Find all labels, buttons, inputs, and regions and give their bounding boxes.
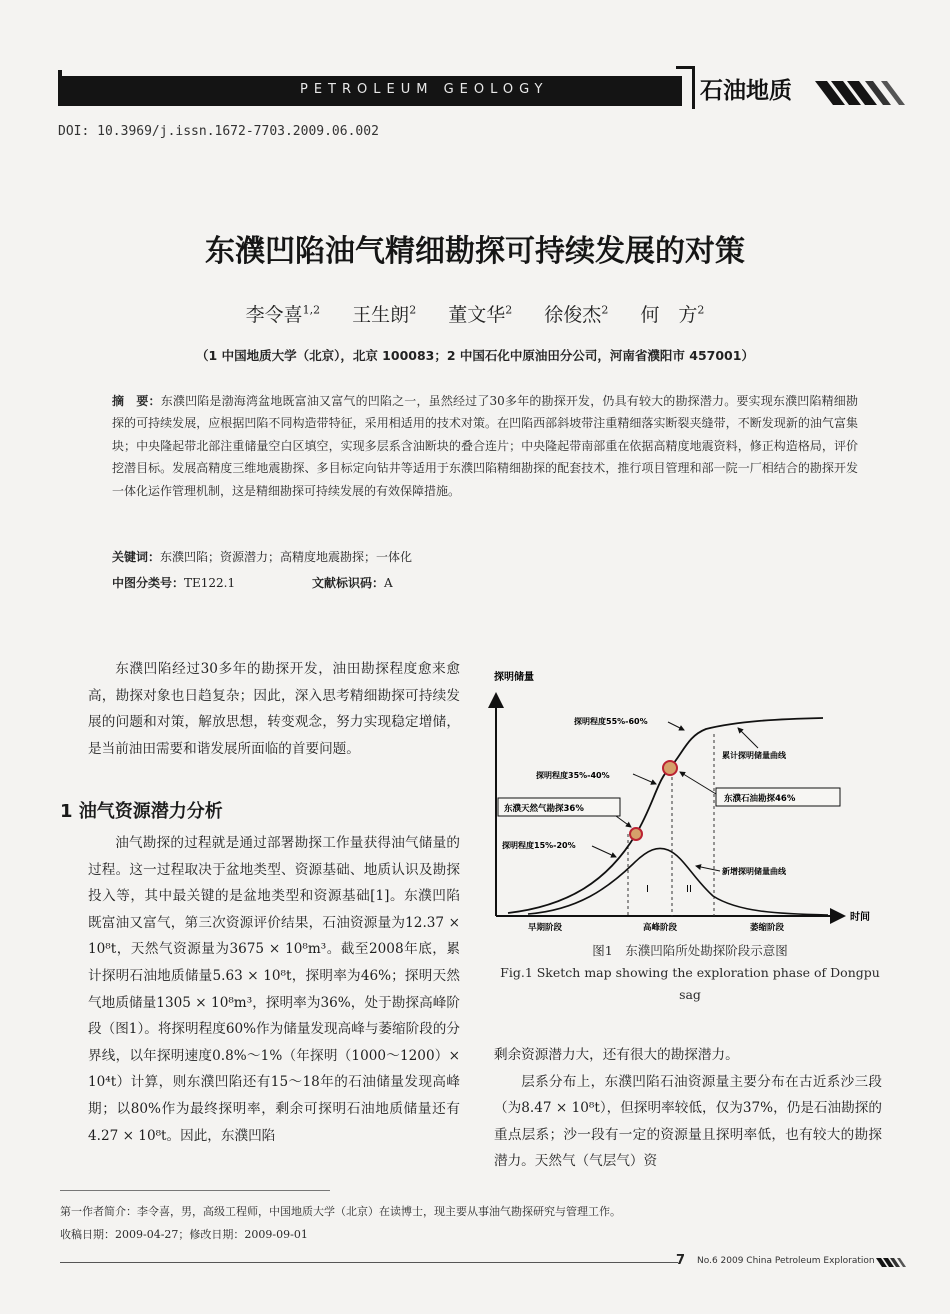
received-dates: 收稿日期：2009-04-27；修改日期：2009-09-01 <box>60 1228 308 1241</box>
cumulative-label: 累计探明储量曲线 <box>722 751 786 760</box>
abstract <box>112 390 858 502</box>
author: 何 方$^2$ <box>640 303 705 326</box>
section-heading: 1 油气资源潜力分析 <box>60 801 223 822</box>
document-code <box>312 574 393 591</box>
footer-rule <box>60 1262 678 1263</box>
doi: DOI: 10.3969/j.issn.1672-7703.2009.06.002 <box>58 124 379 139</box>
annotation-arrow <box>616 816 631 827</box>
affiliation: （1 中国地质大学（北京），北京 100083；2 中国石化中原油田分公司，河南省濮阳市 457001） <box>196 348 754 363</box>
footnote-rule <box>60 1190 330 1191</box>
zone-label: II <box>686 884 692 895</box>
x-axis-label: 时间 <box>850 912 870 923</box>
annotation-arrow <box>592 846 616 857</box>
author: 徐俊杰$^2$ <box>544 303 609 326</box>
keywords <box>112 548 412 565</box>
journal-name-cn: 石油地质 <box>700 78 792 104</box>
intro-text: 东濮凹陷经过30多年的勘探开发，油田勘探程度愈来愈高，勘探对象也日趋复杂；因此，深入思考精细勘探可持续发展的问题和对策，解放思想，转变观念，努力实现稳定增储，是当前油田需要和谐发展所面临的首要问题。 <box>88 661 460 757</box>
keywords-label: 关键词： <box>112 550 161 564</box>
journal-name-en: PETROLEUM GEOLOGY <box>300 82 549 97</box>
annotation-arrow <box>680 772 716 794</box>
zone-label: I <box>646 884 649 895</box>
intro-paragraph <box>88 656 460 762</box>
body-column-right <box>494 1042 882 1175</box>
y-axis-label: 探明储量 <box>494 672 534 683</box>
body-paragraph: 层系分布上，东濮凹陷石油资源量主要分布在古近系沙三段（为8.47 × 10⁸t），但探明率较低，仅为37%，仍是石油勘探的重点层系；沙一段有一定的资源量且探明率低，也有较大的勘探潜力。天然气（气层气）资 <box>494 1073 882 1170</box>
footer-stripes-icon <box>876 1256 916 1268</box>
exploration-phase-figure <box>488 666 888 936</box>
clc-label: 中图分类号： <box>112 576 185 590</box>
annotation-arrow <box>668 722 684 730</box>
author: 王生朗$^2$ <box>352 303 417 326</box>
abstract-label: 摘 要： <box>112 394 161 408</box>
author-note: 第一作者简介：李令喜，男，高级工程师，中国地质大学（北京）在读博士，现主要从事油气勘探研究与管理工作。 <box>60 1205 621 1218</box>
annotation-arrow <box>696 866 720 871</box>
new-reserves-curve <box>528 848 828 915</box>
marker-gas <box>630 828 642 840</box>
footnotes <box>60 1200 860 1246</box>
author: 李令喜$^{1,2}$ <box>245 303 321 326</box>
annotation-60: 探明程度55%-60% <box>574 717 648 726</box>
header-stripes-icon <box>815 73 915 107</box>
stage-label: 萎缩阶段 <box>750 923 785 933</box>
oil-label: 东濮石油勘探46% <box>724 794 796 804</box>
annotation-arrow <box>738 728 758 748</box>
annotation-15: 探明程度15%-20% <box>502 841 576 850</box>
annotation-35: 探明程度35%-40% <box>536 771 610 780</box>
body-paragraph: 剩余资源潜力大，还有很大的勘探潜力。 <box>494 1047 739 1063</box>
annotation-arrow <box>633 774 656 784</box>
clc-value: TE122.1 <box>184 576 236 590</box>
stage-label: 早期阶段 <box>528 923 563 933</box>
figure-caption <box>490 940 890 1006</box>
doccode-label: 文献标识码： <box>312 576 385 590</box>
caption-en: Fig.1 Sketch map showing the exploration phase of Dongpu sag <box>500 965 880 1002</box>
issue-info: No.6 2009 China Petroleum Exploration <box>697 1256 875 1266</box>
clc-number <box>112 574 235 591</box>
article-title: 东濮凹陷油气精细勘探可持续发展的对策 <box>205 234 745 269</box>
author: 董文华$^2$ <box>448 303 513 326</box>
doccode-value: A <box>384 576 393 590</box>
stage-label: 高峰阶段 <box>643 923 678 933</box>
body-column-left <box>88 830 460 1149</box>
keywords-text: 东濮凹陷；资源潜力；高精度地震勘探；一体化 <box>160 550 413 564</box>
caption-cn: 图1 东濮凹陷所处勘探阶段示意图 <box>592 943 788 958</box>
page-number: 7 <box>676 1253 686 1268</box>
marker-oil <box>663 761 677 775</box>
gas-label: 东濮天然气勘探36% <box>504 804 584 814</box>
abstract-text: 东濮凹陷是渤海湾盆地既富油又富气的凹陷之一，虽然经过了30多年的勘探开发，仍具有较大的勘探潜力。要实现东濮凹陷精细勘探的可持续发展，应根据凹陷不同构造带特征，采用相适用的技术对策。在凹陷西部斜坡带注重精细落实断裂夹缝带，不断发现新的油气富集块；中央隆起带北部注重储量空白区填空，实现多层系含油断块的叠合连片；中央隆起带南部重在依据高精度地震资料，修正构造格局，评价挖潜目标。发展高精度三维地震勘探、多目标定向钻井等适用于东濮凹陷精细勘探的配套技术，推行项目管理和部一院一厂相结合的勘探开发一体化运作管理机制，这是精细勘探可持续发展的有效保障措施。 <box>112 394 858 498</box>
header-notch <box>676 66 695 109</box>
author-list <box>0 300 950 327</box>
body-paragraph: 油气勘探的过程就是通过部署勘探工作量获得油气储量的过程。这一过程取决于盆地类型、资源基础、地质认识及勘探投入等，其中最关键的是盆地类型和资源基础[1]。东濮凹陷既富油又富气，第三次资源评价结果，石油资源量为12.37 × 10⁸t，天然气资源量为3675 × 10⁸m³。截至2008年底，累计探明石油地质储量5.63 × 10⁸t，探明率为46%；探明天然气地质储量1305 × 10⁸m³，探明率为36%，处于勘探高峰阶段（图1）。将探明程度60%作为储量发现高峰与萎缩阶段的分界线，以年探明速度0.8%～1%（年探明（1000～1200）× 10⁴t）计算，则东濮凹陷还有15～18年的石油储量发现高峰期；以80%作为最终探明率，剩余可探明石油地质储量还有4.27 × 10⁸t。因此，东濮凹陷 <box>88 835 460 1144</box>
new-reserves-label: 新增探明储量曲线 <box>722 867 786 876</box>
